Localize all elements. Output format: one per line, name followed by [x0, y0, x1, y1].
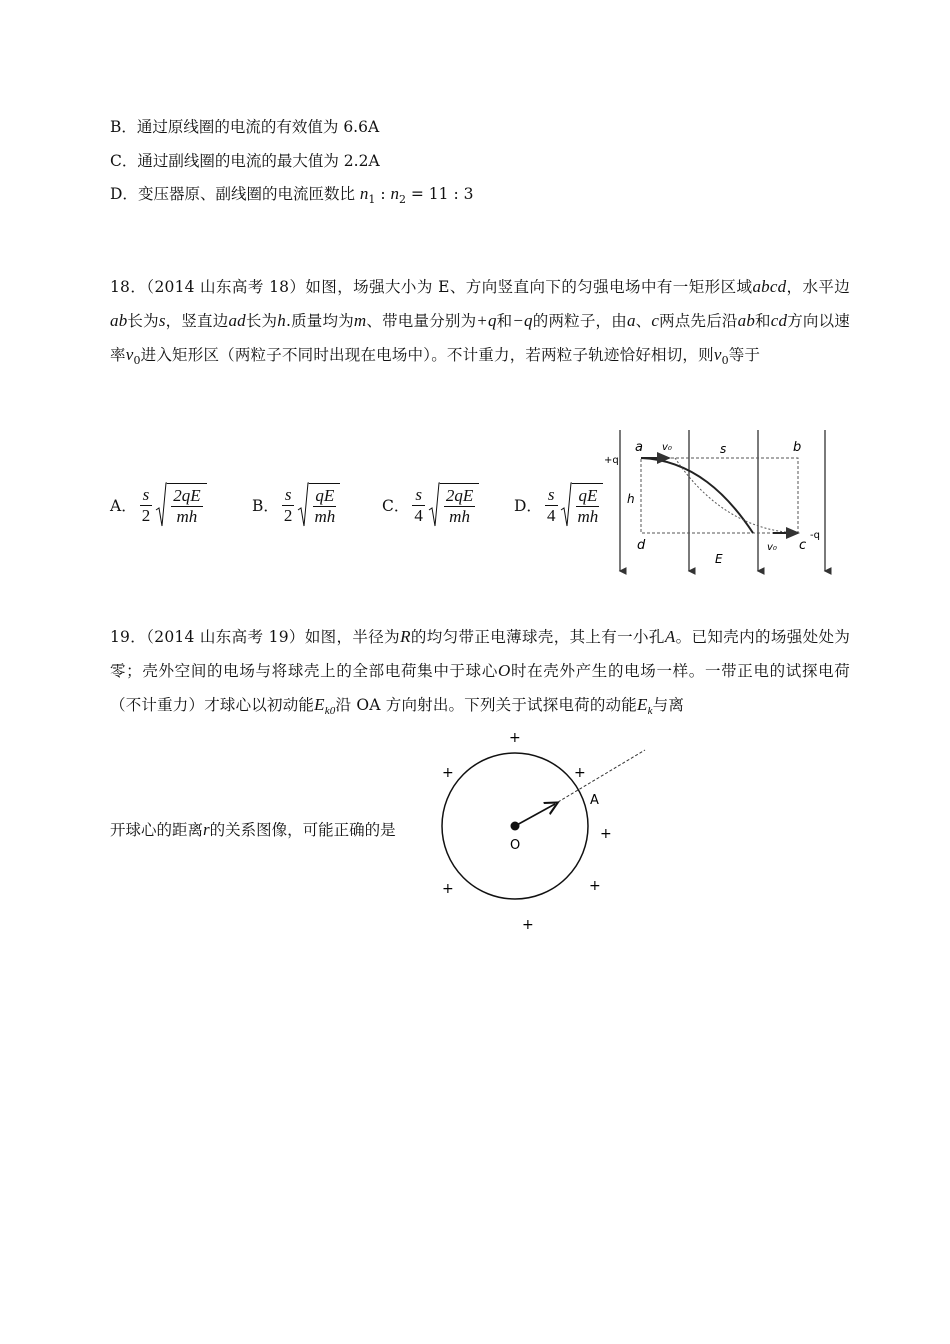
plus-sign: + — [442, 765, 454, 781]
label-s: s — [720, 442, 727, 456]
q18-option-b[interactable]: B． $\frac{s}{2}$ $\frac{qE}{mh}$ — [252, 482, 340, 528]
sqrt-icon — [297, 482, 309, 528]
label-b: b — [793, 440, 802, 455]
label-A: A — [590, 793, 599, 808]
plus-sign: + — [600, 826, 612, 842]
question-19-text-end: 开球心的距离r的关系图像，可能正确的是 — [110, 820, 396, 839]
label-a: a — [635, 440, 643, 455]
velocity-arrow — [515, 804, 555, 826]
plus-sign: + — [522, 917, 534, 933]
plus-sign: + — [442, 881, 454, 897]
rectangle-region — [641, 458, 798, 533]
label-v0-top: v₀ — [662, 442, 672, 453]
option-c-prev: C．通过副线圈的电流的最大值为 2.2A — [110, 152, 380, 170]
question-18-text: 18．（2014 山东高考 18）如图，场强大小为 E、方向竖直向下的匀强电场中有一矩形区域abcd，水平边ab长为s，竖直边ad长为h.质量均为m、带电量分别为+q和−q的两粒子，由a、c两点先后沿ab和cd方向以速率$v_0$进入矩形区（两粒子不同时出现在电场中）。不计重力，若两粒子轨迹恰好相切，则$v_0$等于 — [110, 277, 850, 368]
q18-option-a[interactable]: A． $\frac{s}{2}$ $\frac{2qE}{mh}$ — [110, 482, 207, 528]
label-O: O — [510, 838, 521, 853]
option-b-prev: B．通过原线圈的电流的有效值为 6.6A — [110, 118, 380, 136]
sqrt-icon — [560, 482, 572, 528]
q18-option-d[interactable]: D． $\frac{s}{4}$ $\frac{qE}{mh}$ — [514, 482, 603, 528]
label-c: c — [799, 538, 807, 553]
q18-option-c[interactable]: C． $\frac{s}{4}$ $\frac{2qE}{mh}$ — [382, 482, 479, 528]
plus-sign: + — [589, 878, 601, 894]
label-E: E — [715, 552, 723, 566]
sqrt-icon — [428, 482, 440, 528]
trajectory-minus — [675, 458, 798, 533]
question-19-text: 19．（2014 山东高考 19）如图，半径为R的均匀带正电薄球壳，其上有一小孔A。已知壳内的场强处处为零；壳外空间的电场与将球壳上的全部电荷集中于球心O时在壳外产生的电场一样。一带正电的试探电荷（不计重力）才球心以初动能$E_{k0}$沿 OA 方向射出。下列关于试探电荷的动能$E_k$与离 — [110, 627, 851, 718]
label-minus-q: -q — [810, 530, 820, 541]
label-d: d — [637, 538, 646, 553]
sqrt-icon — [155, 482, 167, 528]
plus-sign: + — [574, 765, 586, 781]
option-d-prev: D．变压器原、副线圈的电流匝数比 $n_1$ : $n_2 = 11$ : 3 — [110, 184, 474, 207]
label-v0-bottom: v₀ — [767, 542, 777, 553]
q19-sphere-diagram — [420, 726, 660, 936]
label-plus-q: +q — [604, 455, 619, 466]
direction-line — [558, 750, 645, 802]
q18-field-diagram — [603, 425, 843, 577]
trajectory-plus — [641, 458, 753, 533]
label-h: h — [627, 492, 635, 506]
plus-sign: + — [509, 730, 521, 746]
